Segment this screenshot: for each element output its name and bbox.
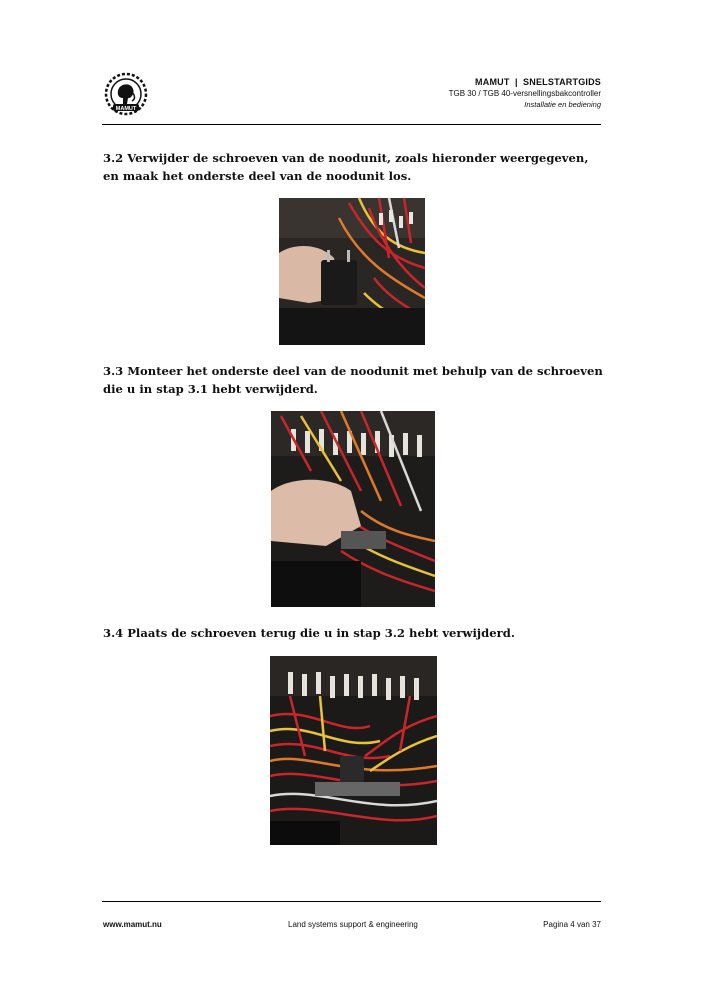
step-3-4-text: 3.4 Plaats de schroeven terug die u in stap 3.2 hebt verwijderd. <box>103 626 515 640</box>
footer-tagline: Land systems support & engineering <box>288 920 418 929</box>
header-divider <box>102 124 601 125</box>
photo-mount-lower-part <box>271 411 435 607</box>
header-subtitle-2: Installatie en bediening <box>524 100 601 109</box>
mamut-logo <box>101 71 151 117</box>
footer-website-link[interactable]: www.mamut.nu <box>103 920 162 929</box>
logo-text: MAMUT <box>115 106 137 112</box>
footer-divider <box>102 901 601 902</box>
step-3-3-text: 3.3 Monteer het onderste deel van de noodunit met behulp van de schroeven die u in stap 3.1 hebt verwijderd. <box>103 364 603 396</box>
header-subtitle: TGB 30 / TGB 40-versnellingsbakcontroller <box>448 89 601 98</box>
footer-page-number: Pagina 4 van 37 <box>543 920 601 929</box>
step-3-2-text: 3.2 Verwijder de schroeven van de noodunit, zoals hieronder weergegeven, en maak het onderste deel van de noodunit los. <box>103 151 589 183</box>
header-title: MAMUT | SNELSTARTGIDS <box>475 77 601 87</box>
document-header <box>449 77 601 110</box>
photo-replace-screws <box>270 656 437 845</box>
photo-remove-screws <box>279 198 425 345</box>
